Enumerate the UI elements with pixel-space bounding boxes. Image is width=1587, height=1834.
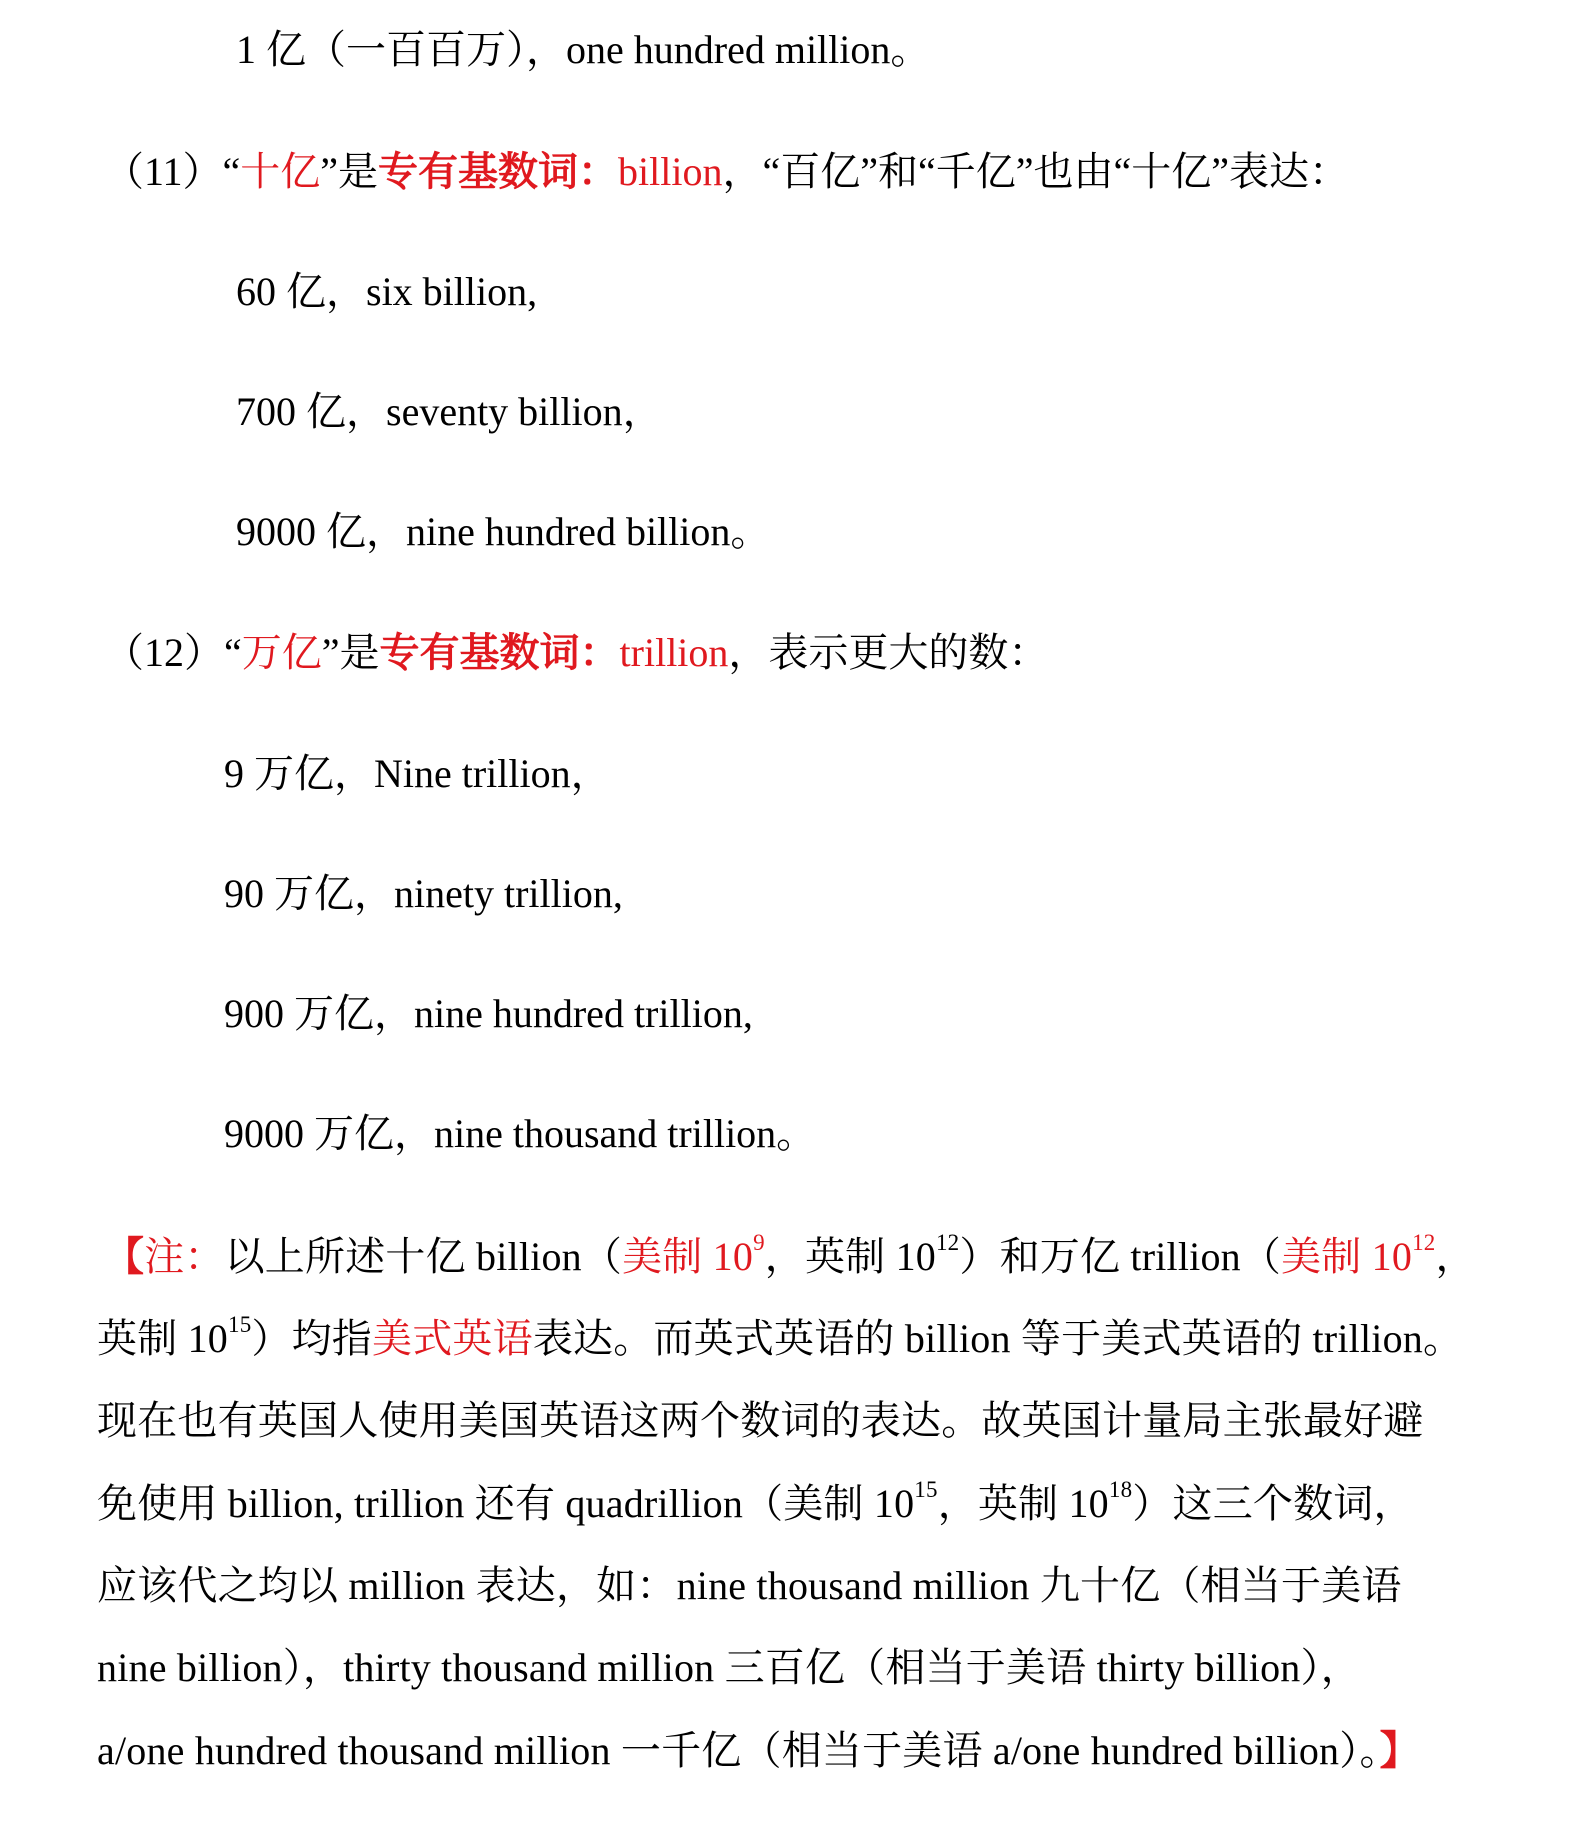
example-12-4: 9000 万亿，nine thousand trillion。 (224, 1111, 817, 1156)
note-text: 英制 10 (97, 1316, 228, 1361)
note-us-system: 美制 10 (1281, 1234, 1413, 1279)
example-12-1: 9 万亿，Nine trillion， (224, 751, 611, 796)
note-exponent: 9 (753, 1229, 765, 1255)
heading-rest: ，表示更大的数： (728, 630, 1049, 675)
term: 十亿 (240, 149, 321, 194)
note-exponent: 15 (914, 1476, 938, 1502)
note-line-7 (97, 1728, 1420, 1773)
note-text: ）均指 (251, 1316, 373, 1361)
note-text: ）这三个数词， (1132, 1481, 1414, 1526)
note-line-2 (97, 1311, 1464, 1361)
section-12-heading (104, 630, 1049, 675)
section-number: （12） (104, 630, 224, 675)
note-line-4 (97, 1476, 1414, 1526)
note-us-english: 美式英语 (372, 1316, 533, 1361)
term-label: 专有基数词： (379, 630, 620, 675)
note-label: 注： (144, 1234, 225, 1279)
example-11-3: 9000 亿，nine hundred billion。 (236, 509, 771, 554)
note-text: ， (1435, 1234, 1476, 1279)
english-word: trillion (619, 630, 729, 675)
note-exponent: 18 (1108, 1476, 1133, 1502)
note-text: 免使用 billion, trillion 还有 quadrillion（美制 10 (97, 1481, 915, 1526)
note-text: ，英制 10 (764, 1234, 936, 1279)
open-quote: “ (224, 630, 242, 675)
note-line-3: 现在也有英国人使用美国英语这两个数词的表达。故英国计量局主张最好避 (97, 1398, 1424, 1443)
note-exponent: 15 (228, 1311, 252, 1337)
heading-rest: ，“百亿”和“千亿”也由“十亿”表达： (722, 149, 1350, 194)
note-close-bracket: 】 (1379, 1728, 1420, 1773)
term: 万亿 (241, 630, 322, 675)
section-11-heading (104, 149, 1350, 194)
close-quote: ”是 (321, 630, 380, 675)
note-line-5: 应该代之均以 million 表达，如：nine thousand million 九十亿（相当于美语 (97, 1563, 1402, 1608)
note-text: 以上所述十亿 billion（ (224, 1234, 623, 1279)
example-12-2: 90 万亿，ninety trillion, (224, 871, 623, 916)
note-us-system: 美制 10 (622, 1234, 754, 1279)
note-text: ）和万亿 trillion（ (959, 1234, 1282, 1279)
term-label: 专有基数词： (378, 149, 619, 194)
english-word: billion (618, 149, 723, 194)
example-12-3: 900 万亿，nine hundred trillion, (224, 991, 753, 1036)
note-open-bracket: 【 (104, 1234, 145, 1279)
open-quote: “ (222, 149, 241, 194)
note-line-1 (104, 1229, 1476, 1279)
note-line-6: nine billion），thirty thousand million 三百亿（相当于美语 thirty billion）， (97, 1645, 1361, 1690)
note-text: ，英制 10 (937, 1481, 1109, 1526)
note-text: 表达。而英式英语的 billion 等于美式英语的 trillion。 (532, 1316, 1464, 1361)
example-11-2: 700 亿，seventy billion， (236, 389, 663, 434)
section-number: （11） (104, 149, 223, 194)
close-quote: ”是 (320, 149, 379, 194)
note-exponent: 12 (1412, 1229, 1436, 1255)
note-text: a/one hundred thousand million 一千亿（相当于美语 a/one hundred billion）。 (97, 1728, 1380, 1773)
example-11-1: 60 亿，six billion, (236, 269, 538, 314)
intro-line: 1 亿（一百百万），one hundred million。 (236, 27, 931, 72)
note-exponent: 12 (935, 1229, 960, 1255)
